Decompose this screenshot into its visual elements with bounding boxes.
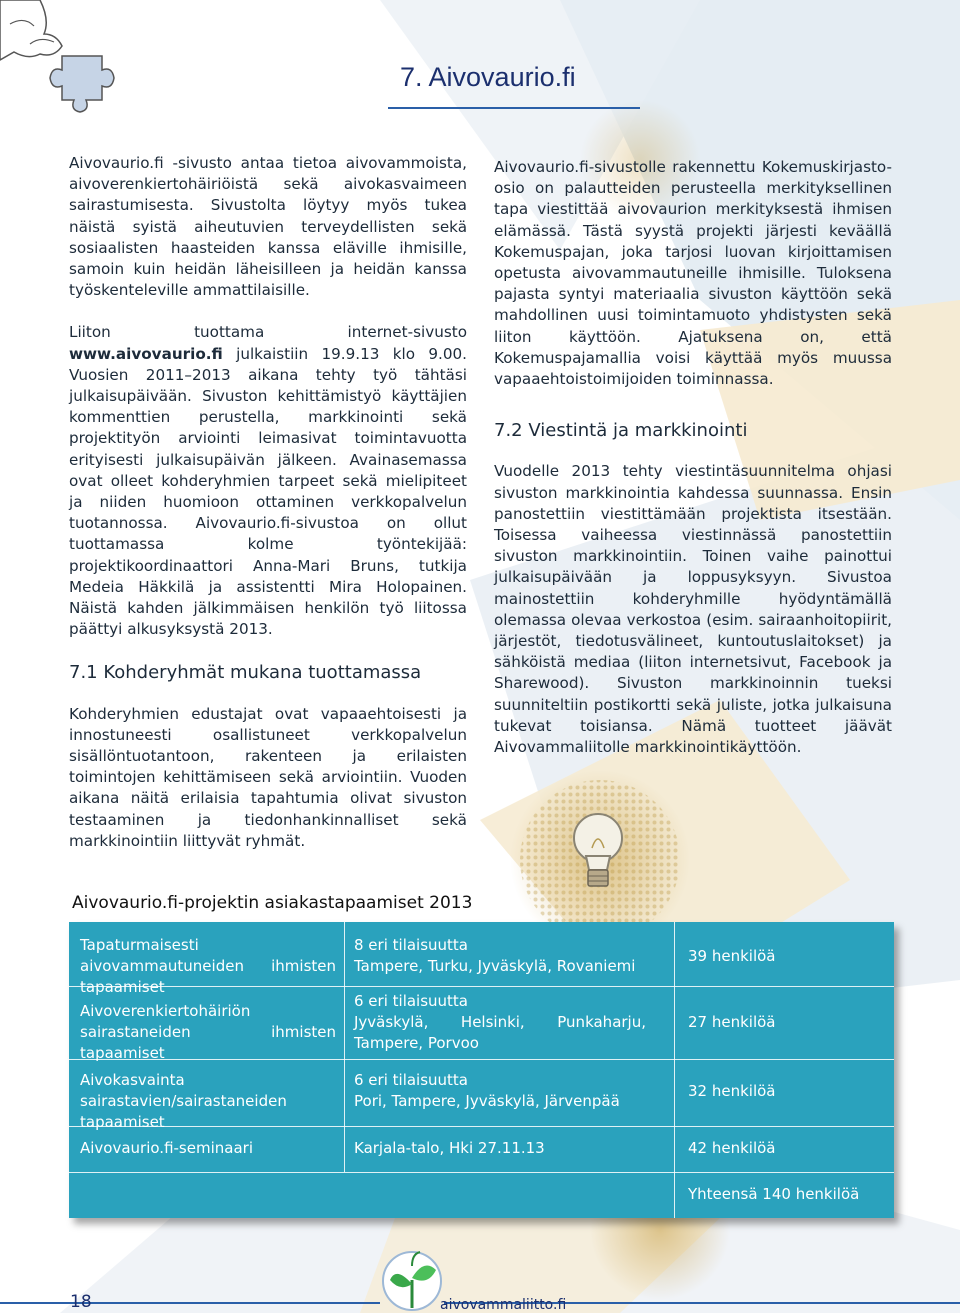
communication-paragraph: Vuodelle 2013 tehty viestintäsuunnitelma ohjasi sivuston markkinointia kahdessa suunnassa. Ensin panostettiin viestittämään projektista itsestään. Toisessa vaiheessa viestinnässä panostettiin sivuston markkinointiin. Toinen vaihe painottui julkaisupäivään ja loppusyksyyn. Sivustoa mainostettiin kohderyhmille hyödyntämällä olemassa olevaa verkostoa (esim. sairaanhoitopiirit, järjestöt, tiedotusvälineet, kuntoutuslaitokset) ja sähköistä mediaa (liiton internetsivut, Facebook ja Sharewood). Sivuston markkinoinnin tueksi suunniteltiin postikortti sekä juliste, jotka julkaisuna tukevat toisiansa. Nämä tuotteet jäävät Aivovammaliitolle markkinointikäyttöön. [494,462,892,757]
table-row [354,935,664,977]
launch-rest: julkaistiin 19.9.13 klo 9.00. Vuosien 2011–2013 aikana tehty työ tähtäsi julkaisupäivään. Sivuston kehittämistyö käyttäjien kommenttien perustella, markkinointi sekä projektityön arviointi leimasivat toimintavuotta erityisesti julkaisupäivän jälkeen. Avainasemassa ovat olleet kohderyhmien tarpeet sekä mielipiteet ja niiden huomioon ottaminen verkkopalvelun tuotannossa. Aivovaurio.fi-sivustoa on ollut tuottamassa kolme työntekijää: projektikoordinaattori Anna-Mari Bruns, tutkija Medeia Häkkilä ja assistentti Mira Holopainen. Näistä kahden jälkimmäisen henkilön työ liitossa päättyi alkusyksystä 2013. [69,344,467,639]
places-cell: Jyväskylä, Helsinki, Punkaharju, Tampere, Porvoo [354,1013,646,1052]
title-rule [388,107,640,109]
group-cell: Tapaturmaisesti aivovammautuneiden ihmisten tapaamiset [80,936,336,996]
page-title: 7. Aivovaurio.fi [400,62,576,92]
launch-paragraph [69,322,467,640]
count-cell: 32 henkilöä [688,1082,776,1100]
footer-rule-left [0,1302,380,1304]
launch-lead: Liiton tuottama internet-sivusto [69,323,467,342]
total-cell: Yhteensä 140 henkilöä [688,1185,860,1203]
group-cell: Aivoverenkiertohäiriön sairastaneiden ihmisten tapaamiset [80,1002,336,1062]
count-cell: 42 henkilöä [688,1139,776,1157]
count-cell: 27 henkilöä [688,1013,776,1031]
section-heading-7-1: 7.1 Kohderyhmät mukana tuottamassa [69,662,422,684]
table-row [354,991,646,1054]
group-cell: Aivovaurio.fi-seminaari [80,1139,253,1157]
experience-library-paragraph: Aivovaurio.fi-sivustolle rakennettu Kokemuskirjasto-osio on palautteiden perusteella merkityksellinen tapa viestittää aivovaurion merkityksestä ihmisen elämässä. Tästä syystä projekti järjesti keväällä Kokemuspajan, joka tarjosi luovan kirjoittamisen opetusta aivovammautuneille ihmisille. Tuloksena pajasta syntyi materiaalia sivuston käyttöön sekä mahdollinen uusi toimintamuoto yhdistysten sekä liiton käyttöön. Ajatuksena on, että Kokemuspajamallia voisi käyttää myös muussa vapaaehtoistoimijoiden toiminnassa. [494,158,892,389]
left-column [69,153,467,873]
section-heading-7-2: 7.2 Viestintä ja markkinointi [494,420,748,442]
table-row [354,1138,664,1159]
right-column [494,157,892,779]
page-number: 18 [70,1292,92,1312]
footer-url[interactable]: aivovammaliitto.fi [440,1297,567,1313]
table-row [80,1070,336,1133]
table-row [80,1138,336,1159]
seedling-logo-icon [383,1252,441,1310]
meetings-table [69,922,894,1218]
places-cell: Tampere, Turku, Jyväskylä, Rovaniemi [354,957,636,975]
hand-puzzle-icon [0,0,114,112]
table-title: Aivovaurio.fi-projektin asiakastapaamiset 2013 [72,893,473,913]
events-cell: 6 eri tilaisuutta [354,1071,469,1089]
events-cell: 8 eri tilaisuutta [354,936,469,954]
table-row [354,1070,664,1112]
table-row [80,1001,336,1064]
table-row [80,935,336,998]
count-cell: 39 henkilöä [688,947,776,965]
group-cell: Aivokasvainta sairastavien/sairastaneiden tapaamiset [80,1071,287,1131]
events-cell: 6 eri tilaisuutta [354,992,469,1010]
site-link[interactable]: www.aivovaurio.fi [69,344,223,363]
intro-paragraph: Aivovaurio.fi -sivusto antaa tietoa aivovammoista, aivoverenkiertohäiriöistä sekä aivokasvaimeen sairastumisesta. Sivustolta löytyy myös tukea näistä syistä aiheutuvien terveydellisten sekä sosiaalisten haasteiden kanssa eläville ihmisille, samoin kuin heidän läheisilleen ja heidän kanssa työskenteleville ammattilaisille. [69,154,467,300]
places-cell: Pori, Tampere, Jyväskylä, Järvenpää [354,1092,620,1110]
events-cell: Karjala-talo, Hki 27.11.13 [354,1139,545,1157]
target-groups-paragraph: Kohderyhmien edustajat ovat vapaaehtoisesti ja innostuneesti osallistuneet verkkopalvelun sisällöntuotantoon, rakenteen ja erilaisten toimintojen kehittämiseen sekä arviointiin. Vuoden aikana näitä erilaisia tapahtumia olivat sivuston testaaminen ja tiedonhankinnalliset sekä markkinointiin liittyvät ryhmät. [69,704,467,850]
